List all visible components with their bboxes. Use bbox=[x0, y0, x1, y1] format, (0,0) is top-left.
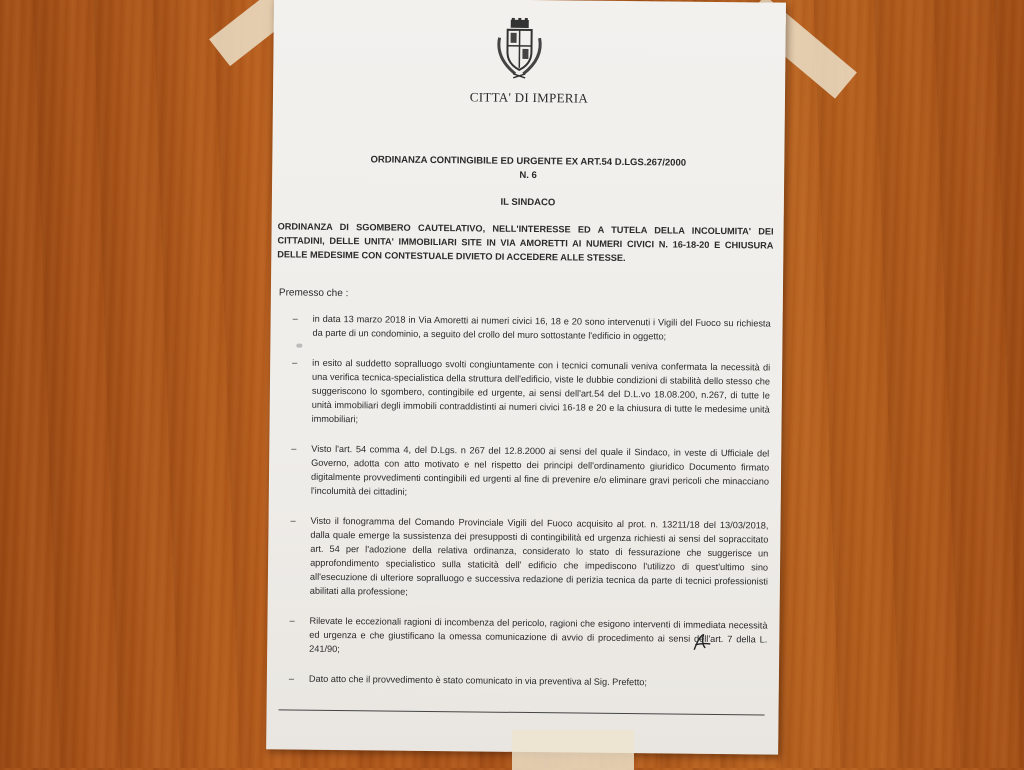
list-dash: – bbox=[293, 312, 298, 326]
list-item bbox=[290, 514, 769, 603]
list-item bbox=[291, 442, 770, 503]
list-item bbox=[292, 312, 770, 345]
list-item bbox=[292, 356, 771, 431]
city-name: CITTA' DI IMPERIA bbox=[273, 87, 785, 108]
list-item-text: Rilevate le eccezionali ragioni di incombenza del pericolo, ragioni che esigono interventi di immediata necessità ed urgenza e che giustificano la omessa comunicazione di avvio di procedimento ai sensi dell'art. 7 della L. 241/90; bbox=[309, 616, 767, 654]
list-dash: – bbox=[292, 356, 297, 370]
bottom-divider bbox=[279, 709, 765, 715]
list-item-text: in data 13 marzo 2018 in Via Amoretti ai numeri civici 16, 18 e 20 sono intervenuti i Vigili del Fuoco su richiesta da parte di un condominio, a seguito del crollo del muro sottostante l'edificio in oggetto; bbox=[312, 314, 770, 342]
list-dash: – bbox=[290, 514, 295, 528]
ordinance-subject: ORDINANZA DI SGOMBERO CAUTELATIVO, NELL'INTERESSE ED A TUTELA DELLA INCOLUMITA' DEI CITTADINI, DELLE UNITA' IMMOBILIARI SITE IN VIA AMORETTI AI NUMERI CIVICI N. 16-18-20 E CHIUSURA DELLE MEDESIME CON CONTESTUALE DIVIETO DI ACCEDERE ALLE STESSE. bbox=[277, 219, 773, 266]
authority-heading: IL SINDACO bbox=[272, 194, 784, 210]
list-dash: – bbox=[289, 614, 294, 628]
list-item-text: Visto l'art. 54 comma 4, del D.Lgs. n 267 del 12.8.2000 ai sensi del quale il Sindaco, in veste di Ufficiale del Governo, adotta con atto motivato e nel rispetto dei principi dell'ordinamento giuridico Documento firmato digitalmente provvedimenti contingibili ed urgenti al fine di prevenire e/o eliminare gravi pericoli che minacciano l'incolumità dei cittadini; bbox=[311, 444, 770, 497]
list-item-text: in esito al suddetto sopralluogo svolti congiuntamente con i tecnici comunali veniva confermata la necessità di una verifica tecnica-specialistica della struttura dell'edificio, viste le dubbie condizioni di stabilità dello stesso che suggeriscono lo sgombero, contingibile ed urgente, ai sensi dell'art.54 del D.L.vo 18.08.200, n.267, di tutte le unità immobiliari degli immobili contraddistinti ai numeri civici 16-18 e 20 e la chiusura di tutte le medesime unità immobiliari; bbox=[312, 358, 771, 424]
list-dash: – bbox=[289, 672, 294, 686]
initials-signature-icon bbox=[691, 632, 713, 654]
ordinance-title: ORDINANZA CONTINGIBILE ED URGENTE EX ART.54 D.LGS.267/2000 bbox=[272, 153, 784, 169]
list-item-text: Dato atto che il provvedimento è stato comunicato in via preventiva al Sig. Prefetto; bbox=[309, 674, 647, 688]
list-dash: – bbox=[291, 442, 296, 456]
premise-heading: Premesso che : bbox=[279, 287, 349, 299]
ordinance-number: N. 6 bbox=[272, 167, 784, 183]
city-crest-icon bbox=[493, 18, 546, 81]
ordinance-notice-sheet bbox=[266, 0, 786, 755]
masking-tape-bottom bbox=[512, 730, 634, 770]
list-item-text: Visto il fonogramma del Comando Provinciale Vigili del Fuoco acquisito al prot. n. 13211/18 del 13/03/2018, dalla quale emerge la sussistenza dei presupposti di contingibilità ed urgenza richiesti ai sensi del sopraccitato art. 54 per l'adozione della relativa ordinanza, considerato lo stato di fessurazione che suggerisce un approfondimento specialistico sulla staticità dell' edificio che impediscono l'utilizzo di quest'ultimo sino all'esecuzione di ulteriore sopralluogo e successiva redazione di perizia tecnica da parte di tecnici professionisti abilitati alla professione; bbox=[310, 516, 769, 597]
list-item bbox=[289, 672, 767, 691]
